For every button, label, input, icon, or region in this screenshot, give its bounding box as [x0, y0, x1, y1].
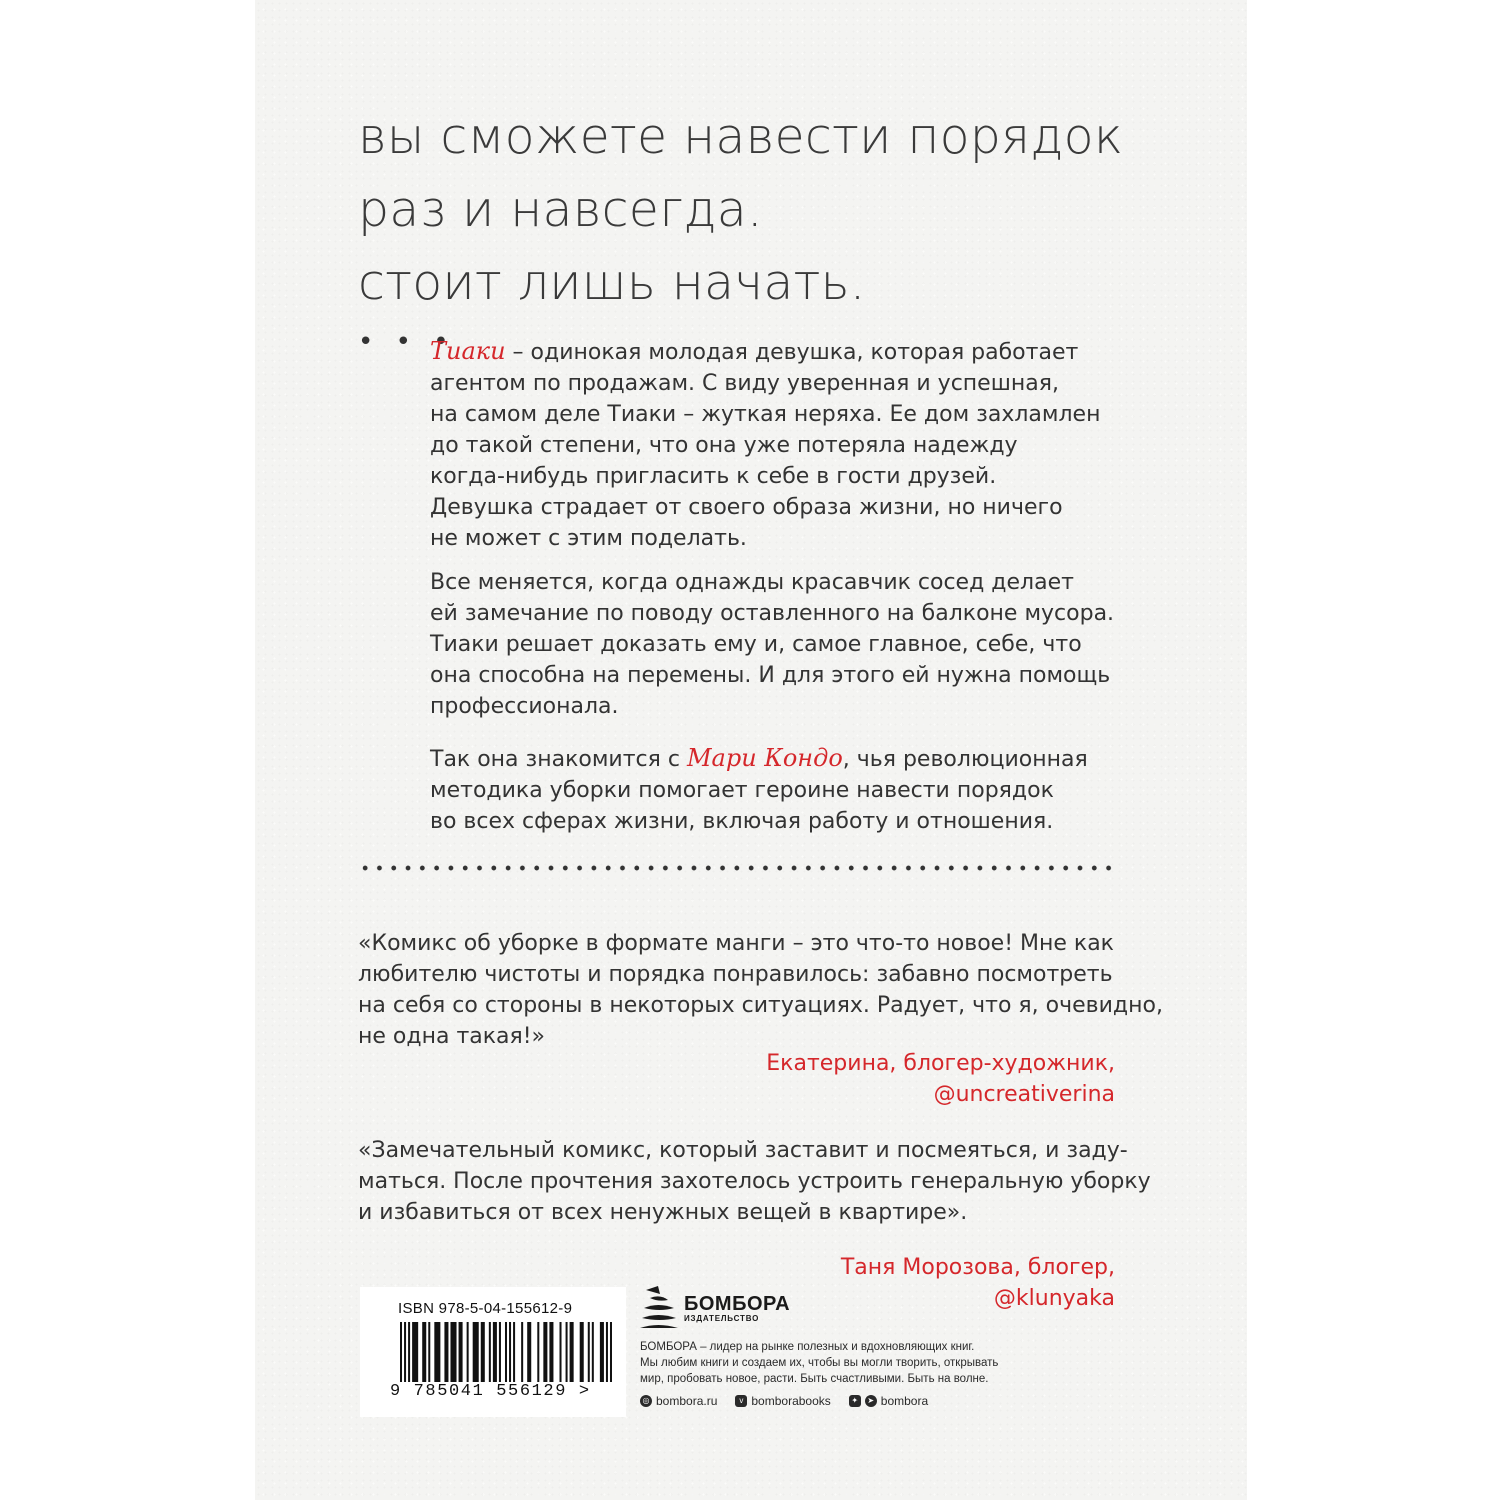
link-vk-label: bomborabooks — [751, 1394, 831, 1408]
link-telegram-label: bombora — [880, 1394, 929, 1408]
barcode-bar — [499, 1322, 501, 1382]
vk-icon: v — [735, 1395, 747, 1407]
bombora-logo-icon — [640, 1286, 678, 1330]
barcode-bar — [537, 1322, 539, 1382]
publisher-blurb-line: мир, пробовать новое, расти. Быть счастливыми. Быть на волне. — [640, 1373, 989, 1385]
quote-1-line: «Комикс об уборке в формате манги – это что-то новое! Мне как — [358, 931, 1114, 956]
dzen-icon: ✦ — [849, 1395, 861, 1407]
barcode-bar — [408, 1322, 410, 1382]
paragraph-1-line-1 — [430, 336, 1130, 368]
quote-1-line: не одна такая!» — [358, 1024, 546, 1049]
publisher-blurb-line: Мы любим книги и создаем их, чтобы вы могли творить, открывать — [640, 1357, 999, 1369]
paragraph-2-line: Тиаки решает доказать ему и, самое главное, себе, что — [430, 632, 1082, 657]
attribution-2-handle: @klunyaka — [993, 1286, 1115, 1311]
barcode — [400, 1322, 612, 1382]
barcode-bar — [481, 1322, 485, 1382]
paragraph-1-line-1-text: – одинокая молодая девушка, которая работает — [505, 340, 1079, 365]
paragraph-3-line: во всех сферах жизни, включая работу и отношения. — [430, 809, 1054, 834]
review-attribution-2 — [841, 1252, 1115, 1314]
barcode-bar — [422, 1322, 426, 1382]
quote-2-line: и избавиться от всех ненужных вещей в квартире». — [358, 1200, 968, 1225]
logo-subtitle: ИЗДАТЕЛЬСТВО — [684, 1313, 760, 1323]
headline — [358, 100, 1218, 319]
publisher-logo — [640, 1286, 790, 1330]
script-name-marie-kondo: Мари Кондо — [686, 744, 843, 772]
paragraph-2-line: Все меняется, когда однажды красавчик сосед делает — [430, 570, 1074, 595]
barcode-bar — [450, 1322, 456, 1382]
link-telegram[interactable] — [849, 1394, 928, 1408]
headline-line-3: стоит лишь начать. — [358, 254, 866, 311]
publisher-links — [640, 1394, 928, 1408]
barcode-bar — [467, 1322, 469, 1382]
description-paragraph-3 — [430, 743, 1130, 837]
link-website[interactable] — [640, 1394, 717, 1408]
barcode-bar — [560, 1322, 562, 1382]
attribution-1-handle: @uncreativerina — [933, 1082, 1115, 1107]
paragraph-3-line: методика уборки помогает героине навести порядок — [430, 778, 1054, 803]
barcode-bar — [570, 1322, 574, 1382]
isbn-label: ISBN 978-5-04-155612-9 — [398, 1300, 573, 1317]
description-paragraph-1 — [430, 336, 1130, 554]
script-name-tiaki: Тиаки — [430, 337, 506, 365]
barcode-bar — [489, 1322, 491, 1382]
description-paragraph-2 — [430, 567, 1130, 722]
paragraph-3-line-1-rest: , чья революционная — [842, 747, 1088, 772]
barcode-bar — [400, 1322, 402, 1382]
paragraph-2-line: профессионала. — [430, 694, 619, 719]
paragraph-2-line: ей замечание по поводу оставленного на балконе мусора. — [430, 601, 1115, 626]
headline-line-1: вы сможете навести порядок — [358, 108, 1124, 165]
paragraph-1-line: на самом деле Тиаки – жуткая неряха. Ее дом захламлен — [430, 402, 1101, 427]
barcode-bar — [493, 1322, 497, 1382]
barcode-bar — [434, 1322, 440, 1382]
barcode-bar — [549, 1322, 553, 1382]
intro-dots: • • • — [358, 327, 456, 357]
barcode-bar — [606, 1322, 608, 1382]
quote-2-line: маться. После прочтения захотелось устроить генеральную уборку — [358, 1169, 1151, 1194]
barcode-bar — [592, 1322, 594, 1382]
paragraph-3-line-1-start: Так она знакомится с — [430, 747, 687, 772]
logo-name: БОМБОРА — [684, 1292, 791, 1315]
review-quote-2 — [358, 1135, 1158, 1228]
review-quote-1 — [358, 928, 1163, 1052]
barcode-bar — [513, 1322, 515, 1382]
telegram-icon: ➤ — [865, 1395, 877, 1407]
paragraph-1-line: агентом по продажам. С виду уверенная и успешная, — [430, 371, 1059, 396]
review-attribution-1 — [766, 1048, 1115, 1110]
publisher-blurb — [640, 1339, 1080, 1387]
quote-2-line: «Замечательный комикс, который заставит и посмеяться, и заду- — [358, 1138, 1128, 1163]
dotted-divider — [358, 865, 1118, 871]
barcode-bar — [588, 1322, 590, 1382]
barcode-bar — [527, 1322, 531, 1382]
barcode-bar — [459, 1322, 463, 1382]
paragraph-1-line: не может с этим поделать. — [430, 526, 747, 551]
barcode-bar — [610, 1322, 612, 1382]
quote-1-line: на себя со стороны в некоторых ситуациях. Радует, что я, очевидно, — [358, 993, 1163, 1018]
barcode-bar — [473, 1322, 479, 1382]
paragraph-3-line-1 — [430, 743, 1130, 775]
attribution-2-author: Таня Морозова, блогер, — [840, 1255, 1115, 1280]
barcode-bar — [404, 1322, 406, 1382]
barcode-bar — [600, 1322, 604, 1382]
paragraph-2-line: она способна на перемены. И для этого ей нужна помощь — [430, 663, 1111, 688]
barcode-bar — [412, 1322, 418, 1382]
headline-line-2: раз и навсегда. — [358, 181, 763, 238]
link-vk[interactable] — [735, 1394, 830, 1408]
link-website-label: bombora.ru — [656, 1394, 718, 1408]
barcode-digits: 9 785041 556129 > — [390, 1382, 591, 1401]
paragraph-1-line: когда-нибудь пригласить к себе в гости друзей. — [430, 464, 997, 489]
barcode-bar — [521, 1322, 523, 1382]
barcode-bar — [444, 1322, 448, 1382]
barcode-bar — [543, 1322, 547, 1382]
barcode-bar — [428, 1322, 430, 1382]
barcode-bar — [566, 1322, 568, 1382]
barcode-bar — [509, 1322, 511, 1382]
quote-1-line: любителю чистоты и порядка понравилось: забавно посмотреть — [358, 962, 1113, 987]
attribution-1-author: Екатерина, блогер-художник, — [766, 1051, 1115, 1076]
publisher-blurb-line: БОМБОРА – лидер на рынке полезных и вдохновляющих книг. — [640, 1341, 975, 1353]
barcode-bar — [580, 1322, 584, 1382]
paragraph-1-line: Девушка страдает от своего образа жизни, но ничего — [430, 495, 1063, 520]
globe-icon: ◎ — [640, 1395, 652, 1407]
barcode-bar — [505, 1322, 507, 1382]
paragraph-1-line: до такой степени, что она уже потеряла надежду — [430, 433, 1018, 458]
